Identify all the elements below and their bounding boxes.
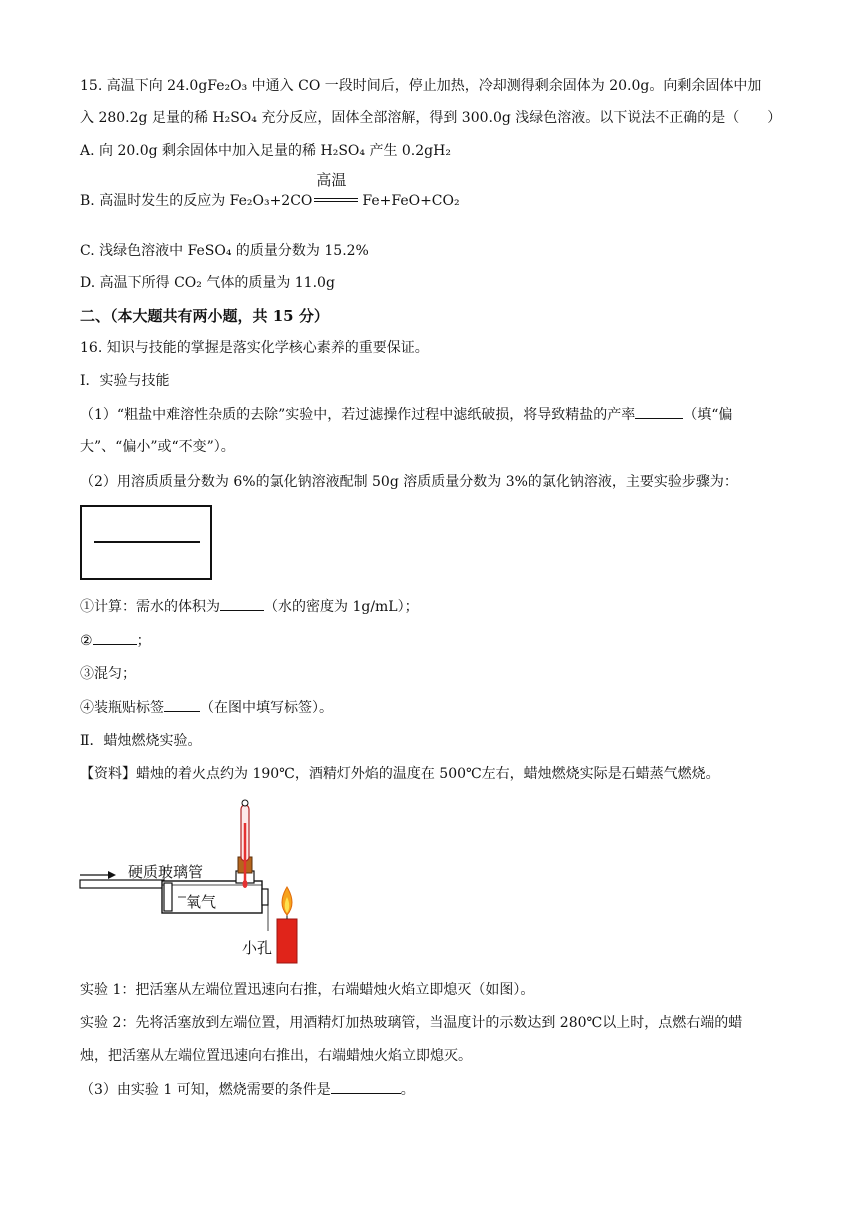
step-1-text: ①计算：需水的体积为 (80, 599, 220, 615)
sub-question-3-text: （3）由实验 1 可知，燃烧需要的条件是 (80, 1082, 331, 1098)
reaction-condition-label: 高温 (316, 171, 347, 189)
push-arrow-head (108, 871, 116, 879)
q15-stem-line1: 15. 高温下向 24.0gFe₂O₃ 中通入 CO 一段时间后，停止加热，冷却测得剩余固体为 20.0g。向剩余固体中加 (80, 78, 762, 94)
experiment-2-line2: 烛，把活塞从左端位置迅速向右推出，右端蜡烛火焰立即熄灭。 (80, 1048, 472, 1064)
step-4-text: ④装瓶贴标签 (80, 700, 164, 716)
part-1-title: Ⅰ．实验与技能 (80, 373, 170, 389)
answer-blank[interactable] (220, 596, 264, 611)
step-2-number: ② (80, 633, 93, 649)
resource-note: 【资料】蜡烛的着火点约为 190℃，酒精灯外焰的温度在 500℃左右，蜡烛燃烧实际是石蜡蒸气燃烧。 (80, 766, 720, 782)
thermometer-bulb (243, 880, 248, 888)
piston-head (164, 883, 172, 911)
sub-question-1-text: （1）“粗盐中难溶性杂质的去除”实验中，若过滤操作过程中滤纸破损，将导致精盐的产率 (80, 407, 636, 423)
answer-blank[interactable] (331, 1079, 401, 1094)
step-4-note: （在图中填写标签）。 (200, 700, 333, 716)
answer-blank[interactable] (93, 630, 137, 645)
candle-experiment-diagram (78, 795, 308, 965)
sub-question-3-punct: 。 (400, 1082, 415, 1098)
q15-stem-line2: 入 280.2g 足量的稀 H₂SO₄ 充分反应，固体全部溶解，得到 300.0g 浅绿色溶液。以下说法不正确的是（ ） (80, 110, 782, 126)
step-2-punct: ； (136, 633, 151, 649)
answer-blank[interactable] (635, 404, 683, 419)
q15-option-b (80, 171, 460, 211)
option-b-products: Fe+FeO+CO₂ (362, 193, 460, 209)
reaction-condition-arrow (314, 171, 360, 208)
sub-question-3 (80, 1079, 415, 1100)
option-b-reactants: B. 高温时发生的反应为 Fe₂O₃+2CO (80, 193, 313, 209)
answer-blank[interactable] (164, 697, 200, 712)
sub-question-2: （2）用溶质质量分数为 6%的氯化钠溶液配制 50g 溶质质量分数为 3%的氯化钠溶液，主要实验步骤为： (80, 474, 738, 490)
bottle-label-box[interactable] (80, 505, 212, 580)
sub-question-1-line2: 大”、“偏小”或“不变”）。 (80, 439, 235, 455)
step-1 (80, 596, 419, 617)
step-1-note: （水的密度为 1g/mL）； (264, 599, 419, 615)
experiment-2-line1: 实验 2：先将活塞放到左端位置，用酒精灯加热玻璃管，当温度计的示数达到 280℃以上时，点燃右端的蜡 (80, 1015, 743, 1031)
experiment-1: 实验 1：把活塞从左端位置迅速向右推，右端蜡烛火焰立即熄灭（如图）。 (80, 982, 535, 998)
step-2 (80, 630, 151, 651)
q15-option-d: D. 高温下所得 CO₂ 气体的质量为 11.0g (80, 275, 335, 291)
q15-option-c: C. 浅绿色溶液中 FeSO₄ 的质量分数为 15.2% (80, 243, 369, 259)
part-2-title: Ⅱ．蜡烛燃烧实验。 (80, 733, 202, 749)
q15-option-a: A. 向 20.0g 剩余固体中加入足量的稀 H₂SO₄ 产生 0.2gH₂ (80, 143, 451, 159)
candle-icon (277, 919, 297, 963)
tube-label: 硬质玻璃管 (128, 863, 204, 881)
tube-end-cap (262, 889, 268, 905)
piston-rod (80, 880, 164, 888)
section-heading: 二、（本大题共有两小题，共 15 分） (80, 307, 329, 325)
thermometer-top (242, 800, 248, 806)
step-4 (80, 697, 333, 718)
q16-intro: 16. 知识与技能的掌握是落实化学核心素养的重要保证。 (80, 340, 429, 356)
sub-question-1-hint: （填“偏 (683, 407, 733, 423)
sub-question-1-line1 (80, 404, 732, 425)
hole-label: 小孔 (242, 939, 273, 957)
step-3: ③混匀； (80, 666, 136, 682)
oxygen-label: 氧气 (186, 893, 217, 911)
label-line (94, 541, 200, 543)
